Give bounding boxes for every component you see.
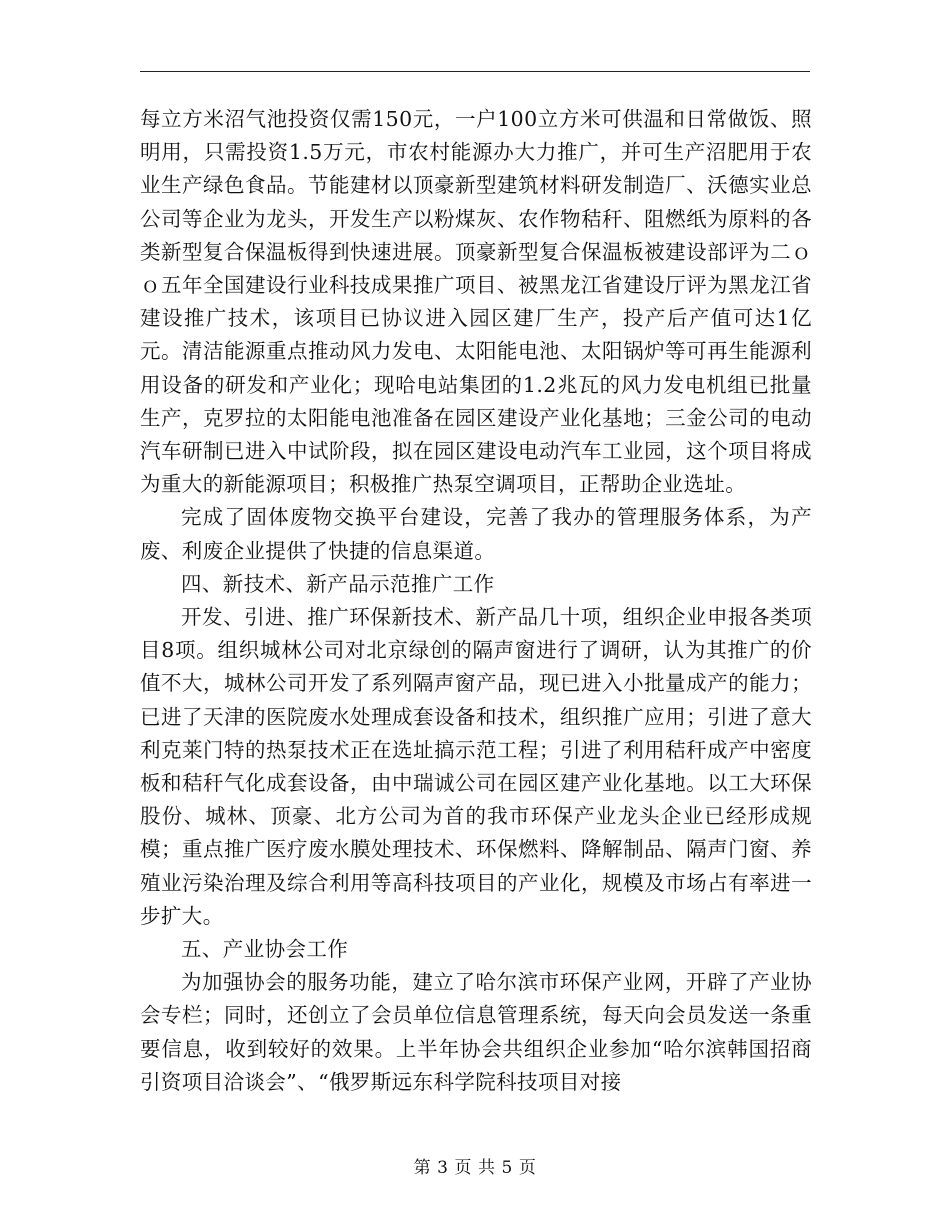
footer-current-page: 3 (437, 1158, 449, 1178)
footer-total-pages: 5 (501, 1158, 513, 1178)
paragraph-4: 为加强协会的服务功能，建立了哈尔滨市环保产业网，开辟了产业协会专栏；同时，还创立了会员单位信息管理系统，每天向会员发送一条重要信息，收到较好的效果。上半年协会共组织企业参加“哈尔滨韩国招商引资项目洽谈会”、“俄罗斯远东科学院科技项目对接 (140, 970, 812, 1094)
paragraph-1: 每立方米沼气池投资仅需150元，一户100立方米可供温和日常做饭、照明用，只需投资1.5万元，市农村能源办大力推广，并可生产沼肥用于农业生产绿色食品。节能建材以顶豪新型建筑材料研发制造厂、沃德实业总公司等企业为龙头，开发生产以粉煤灰、农作物秸秆、阻燃纸为原料的各类新型复合保温板得到快速进展。顶豪新型复合保温板被建设部评为二ｏｏ五年全国建设行业科技成果推广项目、被黑龙江省建设厅评为黑龙江省建设推广技术，该项目已协议进入园区建厂生产，投产后产值可达1亿元。清洁能源重点推动风力发电、太阳能电池、太阳锅炉等可再生能源利用设备的研发和产业化；现哈电站集团的1.2兆瓦的风力发电机组已批量生产，克罗拉的太阳能电池准备在园区建设产业化基地；三金公司的电动汽车研制已进入中试阶段，拟在园区建设电动汽车工业园，这个项目将成为重大的新能源项目；积极推广热泵空调项目，正帮助企业选址。 (140, 107, 812, 497)
footer-page-prefix: 第 (413, 1158, 432, 1178)
footer-total-suffix: 页 (518, 1158, 537, 1178)
paragraph-3: 开发、引进、推广环保新技术、新产品几十项，组织企业申报各类项目8项。组织城林公司对北京绿创的隔声窗进行了调研，认为其推广的价值不大，城林公司开发了系列隔声窗产品，现已进入小批量成产的能力；已进了天津的医院废水处理成套设备和技术，组织推广应用；引进了意大利克莱门特的热泵技术正在选址搞示范工程；引进了利用秸秆成产中密度板和秸秆气化成套设备，由中瑞诚公司在园区建产业化基地。以工大环保股份、城林、顶豪、北方公司为首的我市环保产业龙头企业已经形成规模；重点推广医疗废水膜处理技术、环保燃料、降解制品、隔声门窗、养殖业污染治理及综合利用等高科技项目的产业化，规模及市场占有率进一步扩大。 (140, 605, 812, 928)
section-heading-5: 五、产业协会工作 (181, 937, 349, 962)
footer-page-word: 页 (454, 1158, 472, 1178)
page-footer (0, 1153, 950, 1178)
section-heading-4: 四、新技术、新产品示范推广工作 (181, 571, 495, 596)
document-body (140, 103, 812, 1099)
footer-total-prefix: 共 (478, 1158, 496, 1178)
paragraph-2: 完成了固体废物交换平台建设，完善了我办的管理服务体系，为产废、利废企业提供了快捷的信息渠道。 (140, 505, 812, 563)
header-rule (140, 71, 810, 72)
